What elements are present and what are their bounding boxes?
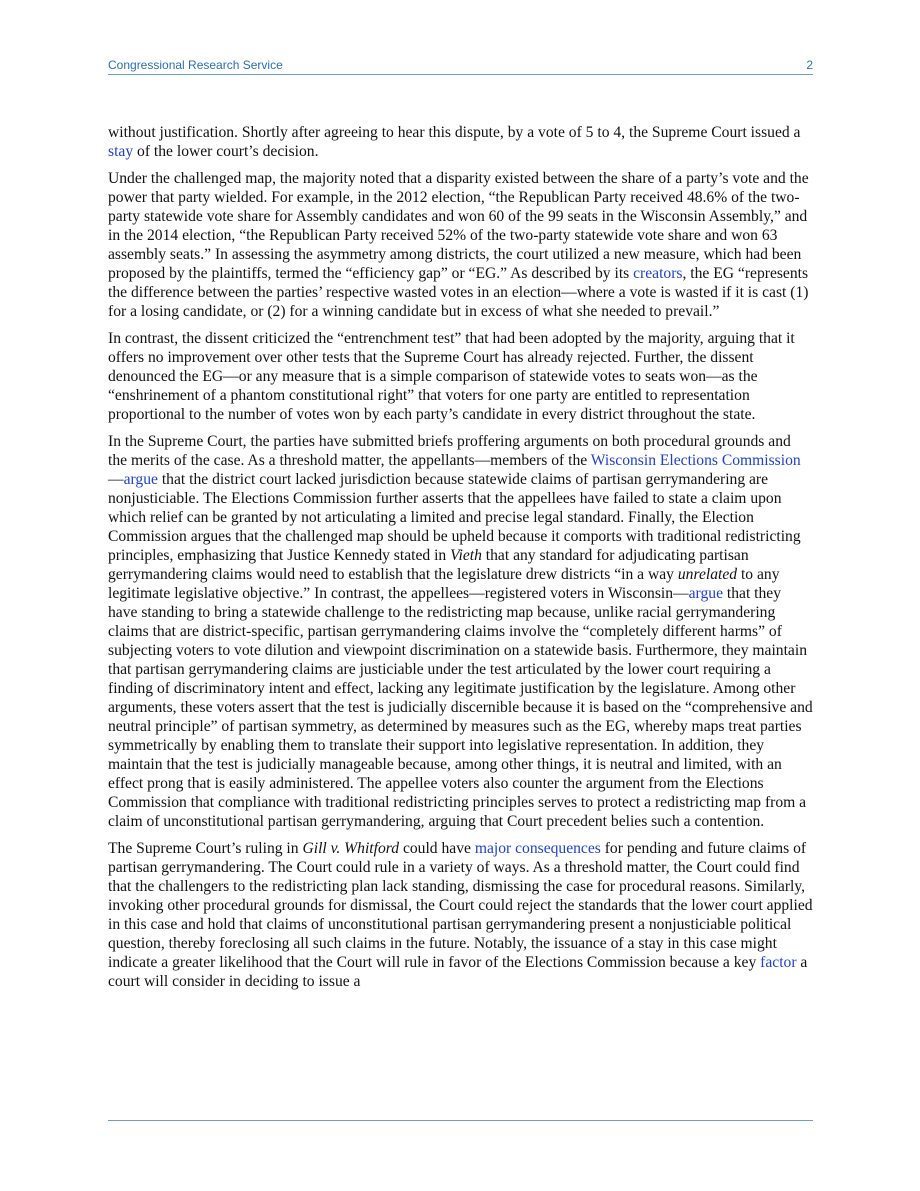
paragraph-1: without justification. Shortly after agreeing to hear this dispute, by a vote of 5 to 4, the Supreme Court issued a stay of the lower court’s decision.: [108, 124, 801, 160]
header-organization: Congressional Research Service: [108, 58, 283, 72]
document-body: [108, 123, 813, 999]
paragraph-3: In contrast, the dissent criticized the “entrenchment test” that had been adopted by the majority, arguing that it offers no improvement over other tests that the Supreme Court has already rejected. Further, the dissent denounced the EG—or any measure that is a simple comparison of statewide votes to seats won—as the “enshrinement of a phantom constitutional right” that voters for one party are entitled to representation proportional to the number of votes won by each party’s candidate in every district throughout the state.: [108, 330, 795, 423]
link-major-consequences[interactable]: major consequences: [474, 840, 601, 857]
link-creators[interactable]: creators: [633, 265, 683, 282]
page-number: 2: [806, 58, 813, 72]
case-name-vieth: Vieth: [450, 547, 482, 564]
link-argue-appellants[interactable]: argue: [123, 471, 158, 488]
paragraph-5: The Supreme Court’s ruling in Gill v. Whitford could have major consequences for pending and future claims of partisan gerrymandering. The Court could rule in a variety of ways. As a threshold matter, the Court could find that the challengers to the redistricting plan lack standing, dismissing the case for procedural reasons. Similarly, invoking other procedural grounds for dismissal, the Court could reject the standards that the lower court applied in this case and hold that claims of unconstitutional partisan gerrymandering present a nonjusticiable political question, thereby foreclosing all such claims in the future. Notably, the issuance of a stay in this case might indicate a greater likelihood that the Court will rule in favor of the Elections Commission because a key factor a court will consider in deciding to issue a: [108, 840, 813, 990]
link-stay[interactable]: stay: [108, 143, 134, 160]
running-header: [108, 58, 813, 74]
header-rule: [108, 74, 813, 75]
footer-rule: [108, 1120, 813, 1121]
link-wisconsin-elections-commission[interactable]: Wisconsin Elections Commission: [590, 452, 801, 469]
link-factor[interactable]: factor: [760, 954, 797, 971]
case-name-gill-v-whitford: Gill v. Whitford: [302, 840, 400, 857]
paragraph-2: Under the challenged map, the majority noted that a disparity existed between the share of a party’s vote and the power that party wielded. For example, in the 2012 election, “the Republican Party received 48.6% of the two-party statewide vote share for Assembly candidates and won 60 of the 99 seats in the Wisconsin Assembly,” and in the 2014 election, “the Republican Party received 52% of the two-party statewide vote share and won 63 assembly seats.” In assessing the asymmetry among districts, the court utilized a new measure, which had been proposed by the plaintiffs, termed the “efficiency gap” or “EG.” As described by its creators, the EG “represents the difference between the parties’ respective wasted votes in an election—where a vote is wasted if it is cast (1) for a losing candidate, or (2) for a winning candidate but in excess of what she needed to prevail.”: [108, 170, 809, 320]
emphasis-unrelated: unrelated: [677, 566, 738, 583]
link-argue-appellees[interactable]: argue: [688, 585, 723, 602]
paragraph-4: In the Supreme Court, the parties have submitted briefs proffering arguments on both procedural grounds and the merits of the case. As a threshold matter, the appellants—members of the Wisconsin Elections Commission—argue that the district court lacked jurisdiction because statewide claims of partisan gerrymandering are nonjusticiable. The Elections Commission further asserts that the appellees have failed to state a claim upon which relief can be granted by not articulating a limited and precise legal standard. Finally, the Election Commission argues that the challenged map should be upheld because it comports with traditional redistricting principles, emphasizing that Justice Kennedy stated in Vieth that any standard for adjudicating partisan gerrymandering claims would need to establish that the legislature drew districts “in a way unrelated to any legitimate legislative objective.” In contrast, the appellees—registered voters in Wisconsin—argue that they have standing to bring a statewide challenge to the redistricting map because, unlike racial gerrymandering claims that are district-specific, partisan gerrymandering claims involve the “completely different harms” of subjecting voters to vote dilution and viewpoint discrimination on a statewide basis. Furthermore, they maintain that partisan gerrymandering claims are justiciable under the test articulated by the lower court requiring a finding of discriminatory intent and effect, lacking any legitimate justification by the legislature. Among other arguments, these voters assert that the test is judicially discernible because it is based on the “comprehensive and neutral principle” of partisan symmetry, as determined by measures such as the EG, whereby maps treat parties symmetrically by enabling them to translate their support into legislative representation. In addition, they maintain that the test is judicially manageable because, among other things, it is neutral and limited, with an effect prong that is easily administered. The appellee voters also counter the argument from the Elections Commission that compliance with traditional redistricting principles serves to protect a redistricting map from a claim of unconstitutional partisan gerrymandering, arguing that Court precedent belies such a contention.: [108, 433, 813, 830]
